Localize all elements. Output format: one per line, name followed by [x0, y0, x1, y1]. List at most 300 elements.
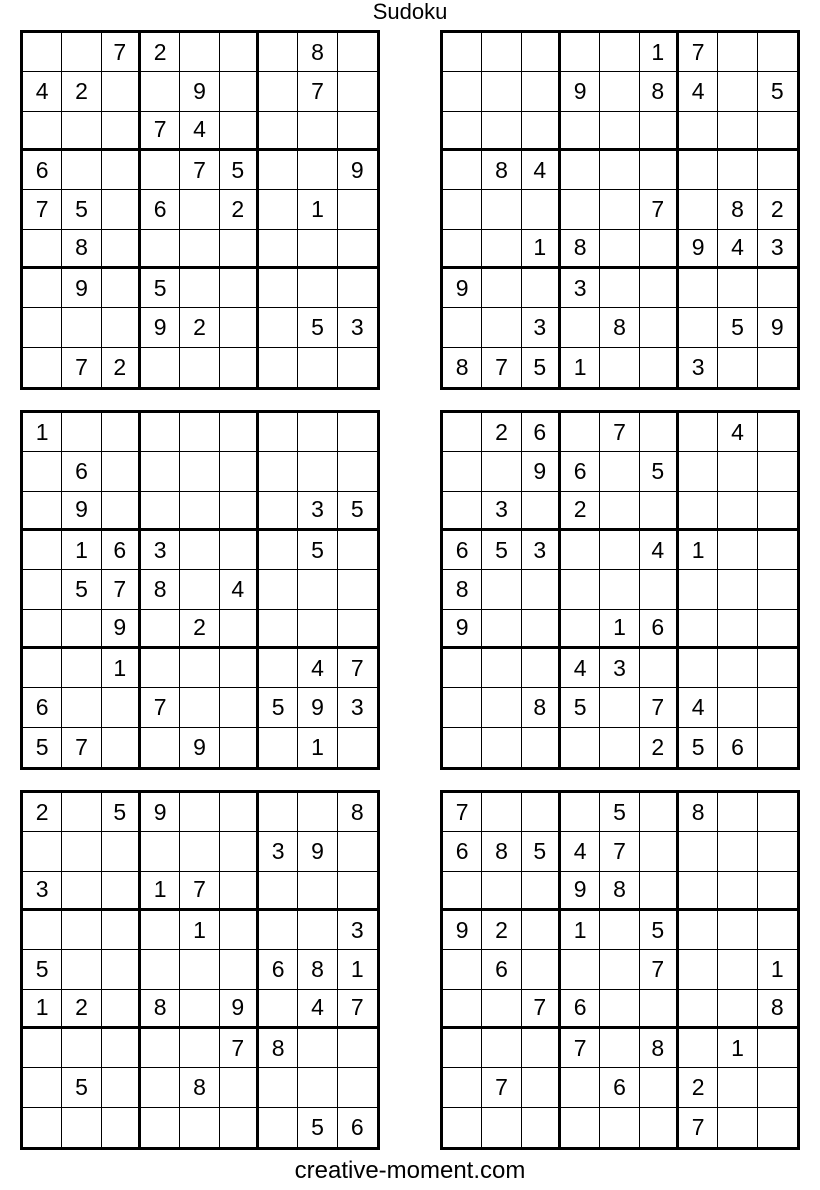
sudoku-cell[interactable] — [102, 950, 141, 989]
sudoku-cell[interactable] — [259, 230, 298, 269]
sudoku-cell[interactable] — [23, 610, 62, 649]
sudoku-cell[interactable] — [259, 649, 298, 688]
sudoku-cell[interactable] — [180, 1108, 219, 1147]
sudoku-cell[interactable] — [102, 72, 141, 111]
sudoku-cell[interactable] — [62, 1108, 101, 1147]
sudoku-cell[interactable] — [718, 570, 757, 609]
sudoku-cell[interactable] — [220, 1068, 259, 1107]
sudoku-cell[interactable] — [298, 112, 337, 151]
sudoku-cell[interactable] — [522, 728, 561, 767]
sudoku-cell[interactable] — [482, 872, 521, 911]
sudoku-cell[interactable] — [102, 190, 141, 229]
sudoku-cell[interactable] — [482, 610, 521, 649]
sudoku-cell[interactable] — [600, 688, 639, 727]
sudoku-cell[interactable] — [102, 112, 141, 151]
sudoku-cell[interactable] — [102, 688, 141, 727]
sudoku-cell[interactable] — [298, 269, 337, 308]
sudoku-cell[interactable] — [298, 911, 337, 950]
sudoku-cell[interactable] — [259, 793, 298, 832]
sudoku-cell[interactable] — [141, 1029, 180, 1068]
sudoku-cell[interactable] — [718, 688, 757, 727]
sudoku-cell[interactable] — [443, 688, 482, 727]
sudoku-cell[interactable] — [758, 348, 797, 387]
sudoku-cell[interactable] — [600, 33, 639, 72]
sudoku-cell[interactable] — [220, 348, 259, 387]
sudoku-cell[interactable] — [600, 950, 639, 989]
sudoku-cell[interactable] — [23, 911, 62, 950]
sudoku-cell[interactable] — [522, 1029, 561, 1068]
sudoku-cell[interactable] — [180, 531, 219, 570]
sudoku-cell[interactable] — [718, 151, 757, 190]
sudoku-cell[interactable] — [102, 990, 141, 1029]
sudoku-cell[interactable] — [443, 872, 482, 911]
sudoku-cell[interactable] — [443, 649, 482, 688]
sudoku-cell[interactable] — [600, 112, 639, 151]
sudoku-cell[interactable] — [561, 308, 600, 347]
sudoku-cell[interactable] — [23, 308, 62, 347]
sudoku-cell[interactable] — [180, 452, 219, 491]
sudoku-cell[interactable] — [102, 308, 141, 347]
sudoku-cell[interactable] — [640, 570, 679, 609]
sudoku-cell[interactable] — [718, 911, 757, 950]
sudoku-cell[interactable] — [482, 230, 521, 269]
sudoku-cell[interactable] — [758, 793, 797, 832]
sudoku-cell[interactable] — [102, 151, 141, 190]
sudoku-cell[interactable] — [640, 1068, 679, 1107]
sudoku-cell[interactable] — [718, 348, 757, 387]
sudoku-cell[interactable] — [640, 649, 679, 688]
sudoku-cell[interactable] — [482, 1029, 521, 1068]
sudoku-cell[interactable] — [443, 1108, 482, 1147]
sudoku-cell[interactable] — [338, 72, 377, 111]
sudoku-cell[interactable] — [220, 413, 259, 452]
sudoku-cell[interactable] — [640, 990, 679, 1029]
sudoku-cell[interactable] — [482, 688, 521, 727]
sudoku-cell[interactable] — [443, 112, 482, 151]
sudoku-cell[interactable] — [141, 1068, 180, 1107]
sudoku-cell[interactable] — [23, 348, 62, 387]
sudoku-cell[interactable] — [561, 112, 600, 151]
sudoku-cell[interactable] — [758, 531, 797, 570]
sudoku-cell[interactable] — [338, 413, 377, 452]
sudoku-cell[interactable] — [561, 190, 600, 229]
sudoku-cell[interactable] — [220, 610, 259, 649]
sudoku-cell[interactable] — [679, 190, 718, 229]
sudoku-cell[interactable] — [443, 1068, 482, 1107]
sudoku-cell[interactable] — [482, 452, 521, 491]
sudoku-cell[interactable] — [23, 112, 62, 151]
sudoku-cell[interactable] — [522, 610, 561, 649]
sudoku-cell[interactable] — [338, 269, 377, 308]
sudoku-cell[interactable] — [298, 151, 337, 190]
sudoku-cell[interactable] — [600, 492, 639, 531]
sudoku-cell[interactable] — [561, 531, 600, 570]
sudoku-cell[interactable] — [522, 570, 561, 609]
sudoku-cell[interactable] — [679, 950, 718, 989]
sudoku-cell[interactable] — [640, 793, 679, 832]
sudoku-cell[interactable] — [443, 308, 482, 347]
sudoku-cell[interactable] — [600, 230, 639, 269]
sudoku-cell[interactable] — [679, 308, 718, 347]
sudoku-cell[interactable] — [141, 492, 180, 531]
sudoku-cell[interactable] — [640, 832, 679, 871]
sudoku-cell[interactable] — [259, 308, 298, 347]
sudoku-cell[interactable] — [758, 269, 797, 308]
sudoku-cell[interactable] — [758, 33, 797, 72]
sudoku-cell[interactable] — [561, 728, 600, 767]
sudoku-cell[interactable] — [482, 190, 521, 229]
sudoku-cell[interactable] — [758, 112, 797, 151]
sudoku-cell[interactable] — [141, 230, 180, 269]
sudoku-cell[interactable] — [482, 33, 521, 72]
sudoku-cell[interactable] — [600, 72, 639, 111]
sudoku-cell[interactable] — [23, 33, 62, 72]
sudoku-cell[interactable] — [220, 531, 259, 570]
sudoku-cell[interactable] — [758, 151, 797, 190]
sudoku-cell[interactable] — [102, 1029, 141, 1068]
sudoku-cell[interactable] — [718, 452, 757, 491]
sudoku-cell[interactable] — [220, 832, 259, 871]
sudoku-cell[interactable] — [180, 348, 219, 387]
sudoku-cell[interactable] — [338, 570, 377, 609]
sudoku-cell[interactable] — [259, 872, 298, 911]
sudoku-cell[interactable] — [679, 269, 718, 308]
sudoku-cell[interactable] — [758, 492, 797, 531]
sudoku-cell[interactable] — [679, 1029, 718, 1068]
sudoku-cell[interactable] — [180, 793, 219, 832]
sudoku-cell[interactable] — [62, 950, 101, 989]
sudoku-cell[interactable] — [522, 190, 561, 229]
sudoku-cell[interactable] — [482, 649, 521, 688]
sudoku-cell[interactable] — [102, 230, 141, 269]
sudoku-cell[interactable] — [220, 872, 259, 911]
sudoku-cell[interactable] — [522, 492, 561, 531]
sudoku-cell[interactable] — [600, 911, 639, 950]
sudoku-cell[interactable] — [718, 1068, 757, 1107]
sudoku-cell[interactable] — [522, 793, 561, 832]
sudoku-cell[interactable] — [718, 33, 757, 72]
sudoku-cell[interactable] — [679, 151, 718, 190]
sudoku-cell[interactable] — [640, 872, 679, 911]
sudoku-cell[interactable] — [141, 911, 180, 950]
sudoku-cell[interactable] — [298, 570, 337, 609]
sudoku-cell[interactable] — [298, 872, 337, 911]
sudoku-cell[interactable] — [220, 1108, 259, 1147]
sudoku-cell[interactable] — [600, 348, 639, 387]
sudoku-cell[interactable] — [561, 1068, 600, 1107]
sudoku-cell[interactable] — [338, 832, 377, 871]
sudoku-cell[interactable] — [338, 1029, 377, 1068]
sudoku-cell[interactable] — [679, 911, 718, 950]
sudoku-cell[interactable] — [298, 1029, 337, 1068]
sudoku-cell[interactable] — [62, 112, 101, 151]
sudoku-cell[interactable] — [141, 452, 180, 491]
sudoku-cell[interactable] — [443, 151, 482, 190]
sudoku-cell[interactable] — [679, 570, 718, 609]
sudoku-cell[interactable] — [298, 1068, 337, 1107]
sudoku-cell[interactable] — [259, 452, 298, 491]
sudoku-cell[interactable] — [679, 649, 718, 688]
sudoku-cell[interactable] — [180, 832, 219, 871]
sudoku-cell[interactable] — [758, 688, 797, 727]
sudoku-cell[interactable] — [679, 872, 718, 911]
sudoku-cell[interactable] — [259, 570, 298, 609]
sudoku-cell[interactable] — [259, 531, 298, 570]
sudoku-cell[interactable] — [23, 832, 62, 871]
sudoku-cell[interactable] — [102, 269, 141, 308]
sudoku-cell[interactable] — [259, 112, 298, 151]
sudoku-cell[interactable] — [62, 688, 101, 727]
sudoku-cell[interactable] — [443, 990, 482, 1029]
sudoku-cell[interactable] — [259, 911, 298, 950]
sudoku-cell[interactable] — [23, 649, 62, 688]
sudoku-cell[interactable] — [220, 33, 259, 72]
sudoku-cell[interactable] — [758, 728, 797, 767]
sudoku-cell[interactable] — [561, 33, 600, 72]
sudoku-cell[interactable] — [220, 452, 259, 491]
sudoku-cell[interactable] — [62, 610, 101, 649]
sudoku-cell[interactable] — [180, 230, 219, 269]
sudoku-cell[interactable] — [718, 610, 757, 649]
sudoku-cell[interactable] — [141, 348, 180, 387]
sudoku-cell[interactable] — [141, 413, 180, 452]
sudoku-cell[interactable] — [640, 413, 679, 452]
sudoku-cell[interactable] — [220, 911, 259, 950]
sudoku-cell[interactable] — [522, 269, 561, 308]
sudoku-cell[interactable] — [679, 452, 718, 491]
sudoku-cell[interactable] — [23, 452, 62, 491]
sudoku-cell[interactable] — [718, 492, 757, 531]
sudoku-cell[interactable] — [718, 112, 757, 151]
sudoku-cell[interactable] — [758, 1029, 797, 1068]
sudoku-cell[interactable] — [600, 151, 639, 190]
sudoku-cell[interactable] — [141, 151, 180, 190]
sudoku-cell[interactable] — [718, 649, 757, 688]
sudoku-cell[interactable] — [298, 452, 337, 491]
sudoku-cell[interactable] — [482, 112, 521, 151]
sudoku-cell[interactable] — [259, 269, 298, 308]
sudoku-cell[interactable] — [141, 728, 180, 767]
sudoku-cell[interactable] — [102, 1068, 141, 1107]
sudoku-cell[interactable] — [718, 950, 757, 989]
sudoku-cell[interactable] — [141, 950, 180, 989]
sudoku-cell[interactable] — [718, 1108, 757, 1147]
sudoku-cell[interactable] — [180, 190, 219, 229]
sudoku-cell[interactable] — [298, 413, 337, 452]
sudoku-cell[interactable] — [561, 950, 600, 989]
sudoku-cell[interactable] — [600, 728, 639, 767]
sudoku-cell[interactable] — [338, 531, 377, 570]
sudoku-cell[interactable] — [220, 72, 259, 111]
sudoku-cell[interactable] — [180, 33, 219, 72]
sudoku-cell[interactable] — [62, 151, 101, 190]
sudoku-cell[interactable] — [679, 413, 718, 452]
sudoku-cell[interactable] — [62, 649, 101, 688]
sudoku-cell[interactable] — [561, 151, 600, 190]
sudoku-cell[interactable] — [522, 72, 561, 111]
sudoku-cell[interactable] — [62, 832, 101, 871]
sudoku-cell[interactable] — [259, 151, 298, 190]
sudoku-cell[interactable] — [758, 452, 797, 491]
sudoku-cell[interactable] — [338, 610, 377, 649]
sudoku-cell[interactable] — [443, 230, 482, 269]
sudoku-cell[interactable] — [141, 832, 180, 871]
sudoku-cell[interactable] — [561, 610, 600, 649]
sudoku-cell[interactable] — [220, 728, 259, 767]
sudoku-cell[interactable] — [259, 1068, 298, 1107]
sudoku-cell[interactable] — [758, 570, 797, 609]
sudoku-cell[interactable] — [23, 531, 62, 570]
sudoku-cell[interactable] — [600, 531, 639, 570]
sudoku-cell[interactable] — [522, 649, 561, 688]
sudoku-cell[interactable] — [180, 1029, 219, 1068]
sudoku-cell[interactable] — [23, 230, 62, 269]
sudoku-cell[interactable] — [259, 990, 298, 1029]
sudoku-cell[interactable] — [443, 1029, 482, 1068]
sudoku-cell[interactable] — [259, 413, 298, 452]
sudoku-cell[interactable] — [522, 1108, 561, 1147]
sudoku-cell[interactable] — [679, 112, 718, 151]
sudoku-cell[interactable] — [758, 413, 797, 452]
sudoku-cell[interactable] — [220, 269, 259, 308]
sudoku-cell[interactable] — [679, 610, 718, 649]
sudoku-cell[interactable] — [640, 269, 679, 308]
sudoku-cell[interactable] — [522, 112, 561, 151]
sudoku-cell[interactable] — [443, 413, 482, 452]
sudoku-cell[interactable] — [102, 452, 141, 491]
site-footer-link[interactable]: creative-moment.com — [294, 1157, 526, 1184]
sudoku-cell[interactable] — [600, 190, 639, 229]
sudoku-cell[interactable] — [482, 1108, 521, 1147]
sudoku-cell[interactable] — [522, 950, 561, 989]
sudoku-cell[interactable] — [220, 112, 259, 151]
sudoku-cell[interactable] — [220, 688, 259, 727]
sudoku-cell[interactable] — [640, 151, 679, 190]
sudoku-cell[interactable] — [561, 570, 600, 609]
sudoku-cell[interactable] — [640, 308, 679, 347]
sudoku-cell[interactable] — [522, 911, 561, 950]
sudoku-cell[interactable] — [102, 492, 141, 531]
sudoku-cell[interactable] — [443, 72, 482, 111]
sudoku-cell[interactable] — [23, 1108, 62, 1147]
sudoku-cell[interactable] — [220, 492, 259, 531]
sudoku-cell[interactable] — [23, 1068, 62, 1107]
sudoku-cell[interactable] — [338, 190, 377, 229]
sudoku-cell[interactable] — [102, 413, 141, 452]
sudoku-cell[interactable] — [259, 610, 298, 649]
sudoku-cell[interactable] — [180, 950, 219, 989]
sudoku-cell[interactable] — [718, 832, 757, 871]
sudoku-cell[interactable] — [180, 649, 219, 688]
sudoku-cell[interactable] — [141, 72, 180, 111]
sudoku-cell[interactable] — [482, 269, 521, 308]
sudoku-cell[interactable] — [758, 872, 797, 911]
sudoku-cell[interactable] — [338, 452, 377, 491]
sudoku-cell[interactable] — [298, 610, 337, 649]
sudoku-cell[interactable] — [338, 1068, 377, 1107]
sudoku-cell[interactable] — [561, 1108, 600, 1147]
sudoku-cell[interactable] — [298, 230, 337, 269]
sudoku-cell[interactable] — [640, 492, 679, 531]
sudoku-cell[interactable] — [141, 610, 180, 649]
sudoku-cell[interactable] — [259, 190, 298, 229]
sudoku-cell[interactable] — [298, 348, 337, 387]
sudoku-cell[interactable] — [679, 990, 718, 1029]
sudoku-cell[interactable] — [522, 33, 561, 72]
sudoku-cell[interactable] — [718, 990, 757, 1029]
sudoku-cell[interactable] — [141, 1108, 180, 1147]
sudoku-cell[interactable] — [338, 348, 377, 387]
sudoku-cell[interactable] — [679, 492, 718, 531]
sudoku-cell[interactable] — [259, 1108, 298, 1147]
sudoku-cell[interactable] — [338, 33, 377, 72]
sudoku-cell[interactable] — [600, 570, 639, 609]
sudoku-cell[interactable] — [180, 990, 219, 1029]
sudoku-cell[interactable] — [259, 33, 298, 72]
sudoku-cell[interactable] — [718, 72, 757, 111]
sudoku-cell[interactable] — [718, 872, 757, 911]
sudoku-cell[interactable] — [141, 649, 180, 688]
sudoku-cell[interactable] — [259, 72, 298, 111]
sudoku-cell[interactable] — [220, 230, 259, 269]
sudoku-cell[interactable] — [600, 1029, 639, 1068]
sudoku-cell[interactable] — [180, 269, 219, 308]
sudoku-cell[interactable] — [102, 911, 141, 950]
sudoku-cell[interactable] — [62, 33, 101, 72]
sudoku-cell[interactable] — [600, 1108, 639, 1147]
sudoku-cell[interactable] — [522, 872, 561, 911]
sudoku-cell[interactable] — [62, 1029, 101, 1068]
sudoku-cell[interactable] — [180, 492, 219, 531]
sudoku-cell[interactable] — [102, 832, 141, 871]
sudoku-cell[interactable] — [482, 308, 521, 347]
sudoku-cell[interactable] — [640, 112, 679, 151]
sudoku-cell[interactable] — [180, 413, 219, 452]
sudoku-cell[interactable] — [443, 950, 482, 989]
sudoku-cell[interactable] — [482, 72, 521, 111]
sudoku-cell[interactable] — [522, 1068, 561, 1107]
sudoku-cell[interactable] — [259, 348, 298, 387]
sudoku-cell[interactable] — [758, 649, 797, 688]
sudoku-cell[interactable] — [758, 610, 797, 649]
sudoku-cell[interactable] — [679, 832, 718, 871]
sudoku-cell[interactable] — [220, 793, 259, 832]
sudoku-cell[interactable] — [259, 728, 298, 767]
sudoku-cell[interactable] — [758, 1068, 797, 1107]
sudoku-cell[interactable] — [758, 911, 797, 950]
sudoku-cell[interactable] — [482, 570, 521, 609]
sudoku-cell[interactable] — [443, 190, 482, 229]
sudoku-cell[interactable] — [640, 230, 679, 269]
sudoku-cell[interactable] — [338, 872, 377, 911]
sudoku-cell[interactable] — [23, 570, 62, 609]
sudoku-cell[interactable] — [640, 348, 679, 387]
sudoku-cell[interactable] — [758, 832, 797, 871]
sudoku-cell[interactable] — [102, 1108, 141, 1147]
sudoku-cell[interactable] — [600, 269, 639, 308]
sudoku-cell[interactable] — [62, 872, 101, 911]
sudoku-cell[interactable] — [23, 1029, 62, 1068]
sudoku-cell[interactable] — [600, 452, 639, 491]
sudoku-cell[interactable] — [443, 492, 482, 531]
sudoku-cell[interactable] — [180, 688, 219, 727]
sudoku-cell[interactable] — [23, 492, 62, 531]
sudoku-cell[interactable] — [718, 793, 757, 832]
sudoku-cell[interactable] — [758, 1108, 797, 1147]
sudoku-cell[interactable] — [102, 872, 141, 911]
sudoku-cell[interactable] — [180, 570, 219, 609]
sudoku-cell[interactable] — [482, 728, 521, 767]
